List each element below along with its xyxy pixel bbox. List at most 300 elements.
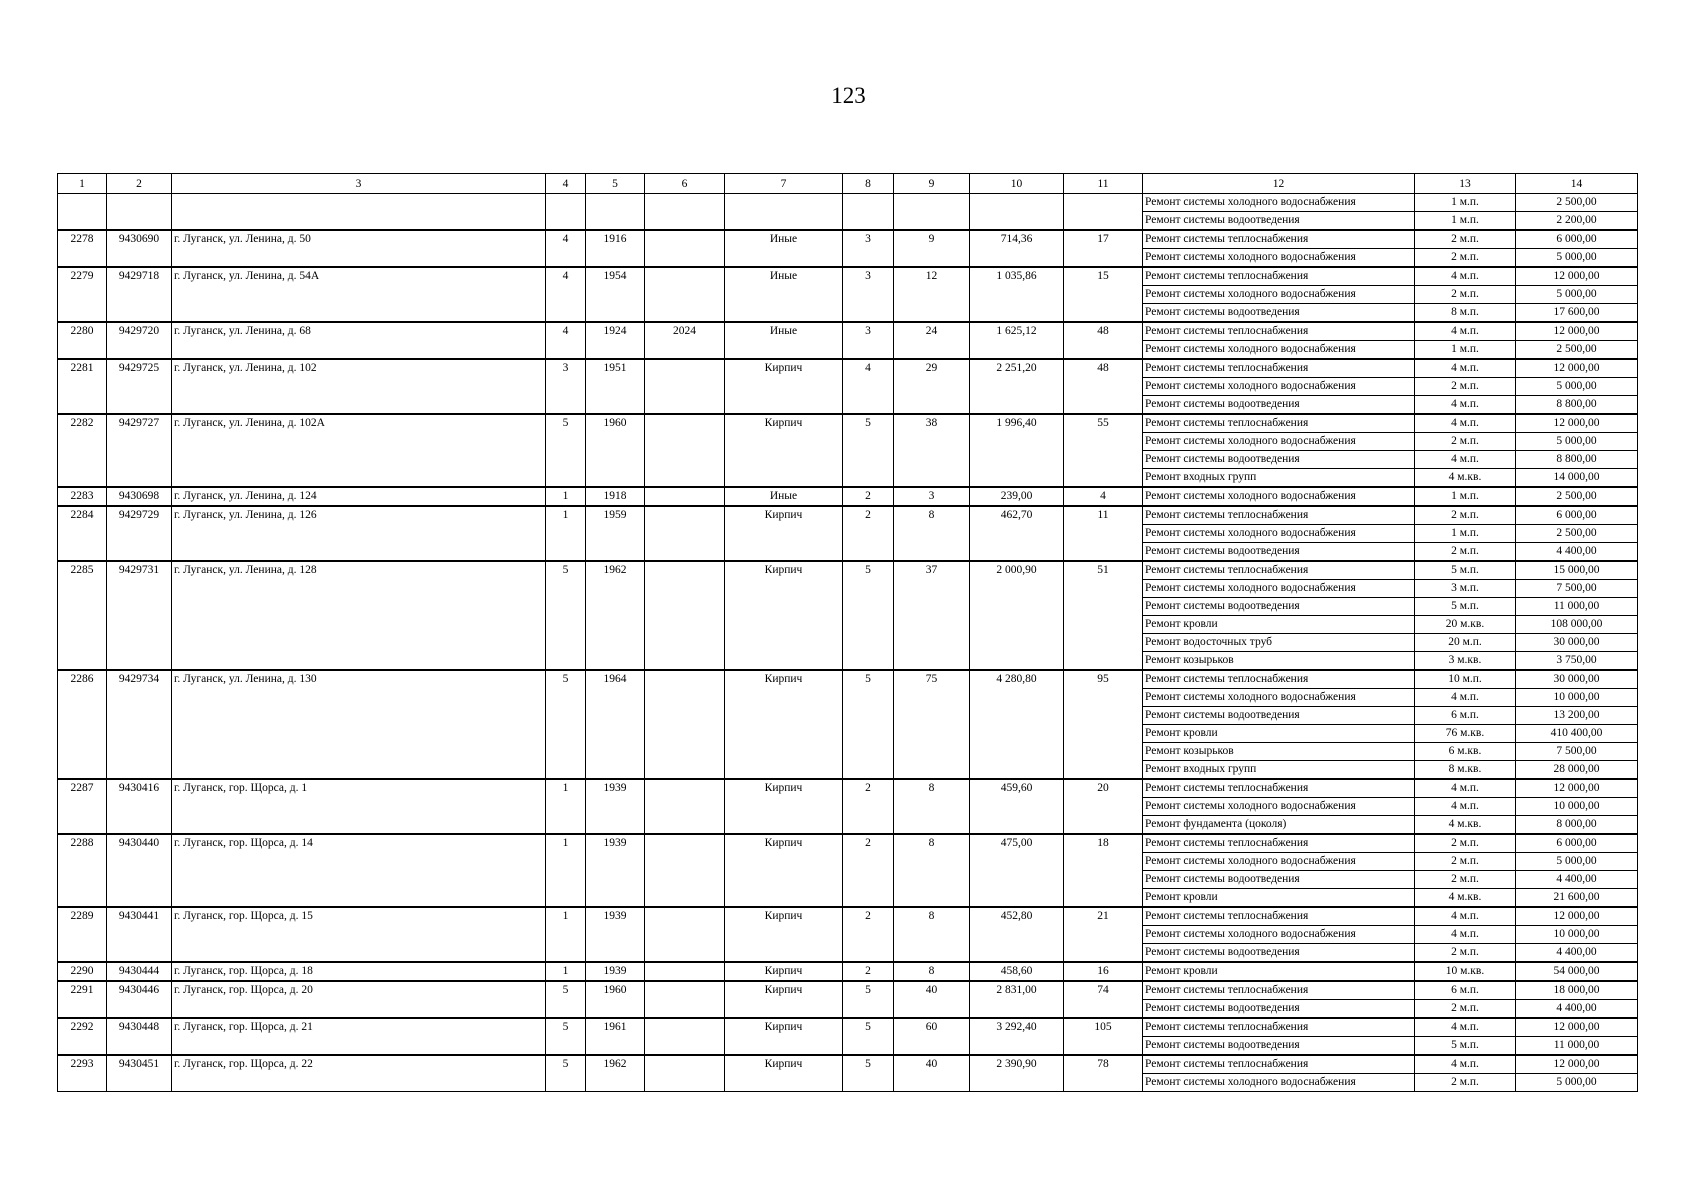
floors: 5 xyxy=(546,670,586,779)
total-area: 475,00 xyxy=(970,834,1064,907)
work-volume: 2 м.п. xyxy=(1415,433,1516,451)
work-volume: 76 м.кв. xyxy=(1415,725,1516,743)
work-type: Ремонт козырьков xyxy=(1143,652,1415,671)
page-number: 123 xyxy=(831,83,866,108)
residents: 48 xyxy=(1064,322,1143,359)
work-volume: 4 м.кв. xyxy=(1415,469,1516,488)
work-type: Ремонт входных групп xyxy=(1143,469,1415,488)
work-type: Ремонт системы теплоснабжения xyxy=(1143,907,1415,926)
house-code: 9430446 xyxy=(107,981,172,1018)
total-area: 2 000,90 xyxy=(970,561,1064,670)
entrances: 3 xyxy=(843,322,894,359)
house-address: г. Луганск, ул. Ленина, д. 130 xyxy=(172,670,546,779)
work-type: Ремонт системы теплоснабжения xyxy=(1143,1055,1415,1074)
work-volume: 5 м.п. xyxy=(1415,561,1516,580)
work-cost: 30 000,00 xyxy=(1516,670,1638,689)
house-code xyxy=(107,194,172,231)
work-volume: 4 м.п. xyxy=(1415,907,1516,926)
entrances: 3 xyxy=(843,267,894,322)
entrances: 2 xyxy=(843,834,894,907)
wall-material: Кирпич xyxy=(725,561,843,670)
work-type: Ремонт системы холодного водоснабжения xyxy=(1143,433,1415,451)
house-address: г. Луганск, ул. Ленина, д. 126 xyxy=(172,506,546,561)
work-cost: 11 000,00 xyxy=(1516,598,1638,616)
house-code: 9430690 xyxy=(107,230,172,267)
apartments: 29 xyxy=(894,359,970,414)
work-volume: 1 м.п. xyxy=(1415,487,1516,506)
record-number: 2279 xyxy=(58,267,107,322)
work-type: Ремонт системы водоотведения xyxy=(1143,707,1415,725)
work-volume: 4 м.п. xyxy=(1415,798,1516,816)
record-row xyxy=(58,962,1638,981)
work-cost: 5 000,00 xyxy=(1516,853,1638,871)
floors: 1 xyxy=(546,779,586,834)
house-code: 9429734 xyxy=(107,670,172,779)
wall-material: Иные xyxy=(725,322,843,359)
house-address: г. Луганск, ул. Ленина, д. 128 xyxy=(172,561,546,670)
built-year: 1962 xyxy=(586,561,645,670)
work-volume: 1 м.п. xyxy=(1415,212,1516,231)
record-number: 2290 xyxy=(58,962,107,981)
column-header-8: 8 xyxy=(843,174,894,194)
work-cost: 12 000,00 xyxy=(1516,267,1638,286)
work-cost: 54 000,00 xyxy=(1516,962,1638,981)
column-header-1: 1 xyxy=(58,174,107,194)
work-type: Ремонт системы водоотведения xyxy=(1143,1037,1415,1056)
wall-material: Кирпич xyxy=(725,359,843,414)
work-type: Ремонт системы холодного водоснабжения xyxy=(1143,853,1415,871)
record-number: 2285 xyxy=(58,561,107,670)
total-area: 1 625,12 xyxy=(970,322,1064,359)
planned-year xyxy=(645,267,725,322)
record-number: 2288 xyxy=(58,834,107,907)
apartments: 40 xyxy=(894,1055,970,1092)
built-year: 1961 xyxy=(586,1018,645,1055)
wall-material xyxy=(725,194,843,231)
wall-material: Кирпич xyxy=(725,414,843,487)
work-cost: 17 600,00 xyxy=(1516,304,1638,323)
total-area: 3 292,40 xyxy=(970,1018,1064,1055)
entrances: 2 xyxy=(843,962,894,981)
house-address: г. Луганск, ул. Ленина, д. 68 xyxy=(172,322,546,359)
floors: 5 xyxy=(546,1055,586,1092)
work-type: Ремонт кровли xyxy=(1143,889,1415,908)
house-code: 9430440 xyxy=(107,834,172,907)
work-type: Ремонт кровли xyxy=(1143,962,1415,981)
house-code: 9429731 xyxy=(107,561,172,670)
work-cost: 5 000,00 xyxy=(1516,433,1638,451)
house-address: г. Луганск, ул. Ленина, д. 102 xyxy=(172,359,546,414)
column-header-2: 2 xyxy=(107,174,172,194)
work-cost: 7 500,00 xyxy=(1516,580,1638,598)
floors: 4 xyxy=(546,230,586,267)
work-type: Ремонт системы холодного водоснабжения xyxy=(1143,926,1415,944)
apartments xyxy=(894,194,970,231)
work-cost: 6 000,00 xyxy=(1516,834,1638,853)
total-area: 2 390,90 xyxy=(970,1055,1064,1092)
house-code: 9429727 xyxy=(107,414,172,487)
wall-material: Кирпич xyxy=(725,506,843,561)
record-row xyxy=(58,834,1638,853)
wall-material: Кирпич xyxy=(725,981,843,1018)
work-cost: 2 500,00 xyxy=(1516,341,1638,360)
work-type: Ремонт фундамента (цоколя) xyxy=(1143,816,1415,835)
planned-year xyxy=(645,230,725,267)
floors: 5 xyxy=(546,561,586,670)
work-volume: 4 м.п. xyxy=(1415,779,1516,798)
work-cost: 11 000,00 xyxy=(1516,1037,1638,1056)
work-volume: 4 м.кв. xyxy=(1415,889,1516,908)
work-volume: 10 м.кв. xyxy=(1415,962,1516,981)
work-volume: 2 м.п. xyxy=(1415,834,1516,853)
residents: 15 xyxy=(1064,267,1143,322)
total-area xyxy=(970,194,1064,231)
work-volume: 1 м.п. xyxy=(1415,194,1516,212)
entrances: 5 xyxy=(843,1018,894,1055)
work-volume: 2 м.п. xyxy=(1415,1074,1516,1092)
work-cost: 15 000,00 xyxy=(1516,561,1638,580)
work-cost: 2 200,00 xyxy=(1516,212,1638,231)
residents: 20 xyxy=(1064,779,1143,834)
work-type: Ремонт системы водоотведения xyxy=(1143,543,1415,562)
work-cost: 10 000,00 xyxy=(1516,798,1638,816)
work-cost: 5 000,00 xyxy=(1516,1074,1638,1092)
work-cost: 12 000,00 xyxy=(1516,779,1638,798)
work-cost: 12 000,00 xyxy=(1516,1055,1638,1074)
work-volume: 8 м.п. xyxy=(1415,304,1516,323)
record-row xyxy=(58,1055,1638,1074)
record-number: 2283 xyxy=(58,487,107,506)
work-volume: 8 м.кв. xyxy=(1415,761,1516,780)
residents: 74 xyxy=(1064,981,1143,1018)
column-header-5: 5 xyxy=(586,174,645,194)
planned-year xyxy=(645,359,725,414)
work-type: Ремонт системы холодного водоснабжения xyxy=(1143,286,1415,304)
residents: 48 xyxy=(1064,359,1143,414)
record-number: 2284 xyxy=(58,506,107,561)
house-code: 9430698 xyxy=(107,487,172,506)
residents: 11 xyxy=(1064,506,1143,561)
work-volume: 5 м.п. xyxy=(1415,598,1516,616)
planned-year xyxy=(645,962,725,981)
planned-year xyxy=(645,414,725,487)
work-type: Ремонт системы водоотведения xyxy=(1143,871,1415,889)
total-area: 1 996,40 xyxy=(970,414,1064,487)
work-cost: 10 000,00 xyxy=(1516,926,1638,944)
wall-material: Иные xyxy=(725,487,843,506)
work-volume: 2 м.п. xyxy=(1415,286,1516,304)
floors: 1 xyxy=(546,962,586,981)
record-number: 2281 xyxy=(58,359,107,414)
total-area: 459,60 xyxy=(970,779,1064,834)
floors: 5 xyxy=(546,414,586,487)
record-number: 2286 xyxy=(58,670,107,779)
entrances: 2 xyxy=(843,907,894,962)
wall-material: Кирпич xyxy=(725,962,843,981)
work-cost: 8 800,00 xyxy=(1516,451,1638,469)
house-code: 9430448 xyxy=(107,1018,172,1055)
work-cost: 6 000,00 xyxy=(1516,230,1638,249)
work-type: Ремонт системы теплоснабжения xyxy=(1143,834,1415,853)
column-header-3: 3 xyxy=(172,174,546,194)
record-row xyxy=(58,359,1638,378)
work-type: Ремонт козырьков xyxy=(1143,743,1415,761)
work-cost: 2 500,00 xyxy=(1516,194,1638,212)
work-type: Ремонт системы холодного водоснабжения xyxy=(1143,580,1415,598)
planned-year xyxy=(645,981,725,1018)
apartments: 8 xyxy=(894,506,970,561)
column-header-6: 6 xyxy=(645,174,725,194)
work-type: Ремонт системы теплоснабжения xyxy=(1143,1018,1415,1037)
work-type: Ремонт системы теплоснабжения xyxy=(1143,322,1415,341)
work-cost: 6 000,00 xyxy=(1516,506,1638,525)
column-header-9: 9 xyxy=(894,174,970,194)
work-volume: 4 м.п. xyxy=(1415,689,1516,707)
wall-material: Кирпич xyxy=(725,1018,843,1055)
work-volume: 4 м.п. xyxy=(1415,1055,1516,1074)
total-area: 239,00 xyxy=(970,487,1064,506)
residents: 55 xyxy=(1064,414,1143,487)
entrances: 5 xyxy=(843,561,894,670)
work-type: Ремонт системы теплоснабжения xyxy=(1143,230,1415,249)
record-row xyxy=(58,670,1638,689)
work-volume: 2 м.п. xyxy=(1415,249,1516,268)
wall-material: Кирпич xyxy=(725,1055,843,1092)
entrances: 5 xyxy=(843,414,894,487)
work-type: Ремонт системы водоотведения xyxy=(1143,212,1415,231)
apartments: 8 xyxy=(894,779,970,834)
house-address: г. Луганск, ул. Ленина, д. 54А xyxy=(172,267,546,322)
floors: 1 xyxy=(546,834,586,907)
floors: 1 xyxy=(546,907,586,962)
record-number: 2282 xyxy=(58,414,107,487)
work-type: Ремонт системы теплоснабжения xyxy=(1143,506,1415,525)
work-volume: 2 м.п. xyxy=(1415,506,1516,525)
apartments: 75 xyxy=(894,670,970,779)
work-type: Ремонт системы холодного водоснабжения xyxy=(1143,689,1415,707)
work-type: Ремонт системы водоотведения xyxy=(1143,1000,1415,1019)
total-area: 714,36 xyxy=(970,230,1064,267)
floors: 3 xyxy=(546,359,586,414)
record-row xyxy=(58,194,1638,212)
planned-year xyxy=(645,779,725,834)
work-cost: 12 000,00 xyxy=(1516,907,1638,926)
work-type: Ремонт системы водоотведения xyxy=(1143,396,1415,415)
residents: 95 xyxy=(1064,670,1143,779)
work-volume: 4 м.кв. xyxy=(1415,816,1516,835)
apartments: 8 xyxy=(894,962,970,981)
work-volume: 4 м.п. xyxy=(1415,451,1516,469)
work-volume: 6 м.п. xyxy=(1415,981,1516,1000)
work-volume: 4 м.п. xyxy=(1415,322,1516,341)
record-row xyxy=(58,506,1638,525)
floors: 4 xyxy=(546,267,586,322)
built-year: 1924 xyxy=(586,322,645,359)
work-cost: 2 500,00 xyxy=(1516,487,1638,506)
work-type: Ремонт системы холодного водоснабжения xyxy=(1143,798,1415,816)
residents: 17 xyxy=(1064,230,1143,267)
house-address: г. Луганск, гор. Щорса, д. 1 xyxy=(172,779,546,834)
work-volume: 6 м.п. xyxy=(1415,707,1516,725)
work-type: Ремонт системы водоотведения xyxy=(1143,944,1415,963)
work-type: Ремонт системы холодного водоснабжения xyxy=(1143,487,1415,506)
wall-material: Иные xyxy=(725,230,843,267)
record-number: 2278 xyxy=(58,230,107,267)
work-type: Ремонт кровли xyxy=(1143,725,1415,743)
entrances: 2 xyxy=(843,506,894,561)
built-year xyxy=(586,194,645,231)
work-volume: 2 м.п. xyxy=(1415,871,1516,889)
planned-year xyxy=(645,1055,725,1092)
work-cost: 12 000,00 xyxy=(1516,322,1638,341)
record-row xyxy=(58,230,1638,249)
column-header-14: 14 xyxy=(1516,174,1638,194)
work-volume: 4 м.п. xyxy=(1415,414,1516,433)
record-number: 2289 xyxy=(58,907,107,962)
total-area: 4 280,80 xyxy=(970,670,1064,779)
work-cost: 5 000,00 xyxy=(1516,378,1638,396)
total-area: 458,60 xyxy=(970,962,1064,981)
record-row xyxy=(58,322,1638,341)
work-volume: 3 м.п. xyxy=(1415,580,1516,598)
work-cost: 10 000,00 xyxy=(1516,689,1638,707)
entrances: 2 xyxy=(843,487,894,506)
column-header-7: 7 xyxy=(725,174,843,194)
apartments: 60 xyxy=(894,1018,970,1055)
wall-material: Кирпич xyxy=(725,834,843,907)
work-cost: 21 600,00 xyxy=(1516,889,1638,908)
work-cost: 12 000,00 xyxy=(1516,1018,1638,1037)
apartments: 24 xyxy=(894,322,970,359)
record-number: 2293 xyxy=(58,1055,107,1092)
work-cost: 108 000,00 xyxy=(1516,616,1638,634)
record-row xyxy=(58,907,1638,926)
apartments: 38 xyxy=(894,414,970,487)
house-address xyxy=(172,194,546,231)
apartments: 8 xyxy=(894,834,970,907)
work-volume: 1 м.п. xyxy=(1415,525,1516,543)
work-type: Ремонт системы теплоснабжения xyxy=(1143,414,1415,433)
residents: 21 xyxy=(1064,907,1143,962)
built-year: 1959 xyxy=(586,506,645,561)
work-cost: 4 400,00 xyxy=(1516,871,1638,889)
work-volume: 20 м.п. xyxy=(1415,634,1516,652)
house-code: 9430444 xyxy=(107,962,172,981)
work-cost: 18 000,00 xyxy=(1516,981,1638,1000)
work-type: Ремонт входных групп xyxy=(1143,761,1415,780)
total-area: 462,70 xyxy=(970,506,1064,561)
built-year: 1918 xyxy=(586,487,645,506)
work-cost: 12 000,00 xyxy=(1516,359,1638,378)
floors: 4 xyxy=(546,322,586,359)
residents: 4 xyxy=(1064,487,1143,506)
work-type: Ремонт системы теплоснабжения xyxy=(1143,359,1415,378)
floors: 1 xyxy=(546,487,586,506)
house-address: г. Луганск, гор. Щорса, д. 15 xyxy=(172,907,546,962)
house-address: г. Луганск, гор. Щорса, д. 14 xyxy=(172,834,546,907)
built-year: 1962 xyxy=(586,1055,645,1092)
work-cost: 8 000,00 xyxy=(1516,816,1638,835)
built-year: 1939 xyxy=(586,834,645,907)
record-row xyxy=(58,779,1638,798)
planned-year xyxy=(645,834,725,907)
work-type: Ремонт системы теплоснабжения xyxy=(1143,267,1415,286)
work-type: Ремонт системы теплоснабжения xyxy=(1143,561,1415,580)
floors: 1 xyxy=(546,506,586,561)
work-cost: 12 000,00 xyxy=(1516,414,1638,433)
work-cost: 14 000,00 xyxy=(1516,469,1638,488)
work-cost: 4 400,00 xyxy=(1516,543,1638,562)
work-type: Ремонт системы холодного водоснабжения xyxy=(1143,1074,1415,1092)
planned-year xyxy=(645,907,725,962)
work-volume: 4 м.п. xyxy=(1415,359,1516,378)
repair-works-table xyxy=(57,173,1638,1092)
work-cost: 30 000,00 xyxy=(1516,634,1638,652)
built-year: 1964 xyxy=(586,670,645,779)
apartments: 8 xyxy=(894,907,970,962)
total-area: 452,80 xyxy=(970,907,1064,962)
record-row xyxy=(58,267,1638,286)
work-cost: 13 200,00 xyxy=(1516,707,1638,725)
wall-material: Иные xyxy=(725,267,843,322)
work-type: Ремонт водосточных труб xyxy=(1143,634,1415,652)
work-cost: 410 400,00 xyxy=(1516,725,1638,743)
residents: 18 xyxy=(1064,834,1143,907)
column-header-11: 11 xyxy=(1064,174,1143,194)
work-volume: 4 м.п. xyxy=(1415,926,1516,944)
record-number: 2291 xyxy=(58,981,107,1018)
planned-year xyxy=(645,561,725,670)
work-type: Ремонт системы водоотведения xyxy=(1143,304,1415,323)
house-address: г. Луганск, ул. Ленина, д. 50 xyxy=(172,230,546,267)
planned-year: 2024 xyxy=(645,322,725,359)
floors: 5 xyxy=(546,981,586,1018)
residents: 105 xyxy=(1064,1018,1143,1055)
entrances xyxy=(843,194,894,231)
built-year: 1951 xyxy=(586,359,645,414)
record-row xyxy=(58,1018,1638,1037)
work-volume: 5 м.п. xyxy=(1415,1037,1516,1056)
entrances: 3 xyxy=(843,230,894,267)
column-header-10: 10 xyxy=(970,174,1064,194)
house-code: 9429718 xyxy=(107,267,172,322)
record-row xyxy=(58,981,1638,1000)
residents: 16 xyxy=(1064,962,1143,981)
work-volume: 2 м.п. xyxy=(1415,853,1516,871)
work-volume: 2 м.п. xyxy=(1415,230,1516,249)
work-cost: 7 500,00 xyxy=(1516,743,1638,761)
total-area: 2 831,00 xyxy=(970,981,1064,1018)
apartments: 3 xyxy=(894,487,970,506)
floors xyxy=(546,194,586,231)
record-row xyxy=(58,561,1638,580)
work-cost: 8 800,00 xyxy=(1516,396,1638,415)
record-number xyxy=(58,194,107,231)
column-header-13: 13 xyxy=(1415,174,1516,194)
work-volume: 4 м.п. xyxy=(1415,267,1516,286)
work-volume: 4 м.п. xyxy=(1415,1018,1516,1037)
wall-material: Кирпич xyxy=(725,779,843,834)
record-row xyxy=(58,414,1638,433)
house-code: 9429729 xyxy=(107,506,172,561)
entrances: 5 xyxy=(843,981,894,1018)
work-type: Ремонт системы водоотведения xyxy=(1143,598,1415,616)
work-cost: 3 750,00 xyxy=(1516,652,1638,671)
column-header-12: 12 xyxy=(1143,174,1415,194)
header-row xyxy=(58,174,1638,194)
work-volume: 10 м.п. xyxy=(1415,670,1516,689)
house-address: г. Луганск, гор. Щорса, д. 22 xyxy=(172,1055,546,1092)
